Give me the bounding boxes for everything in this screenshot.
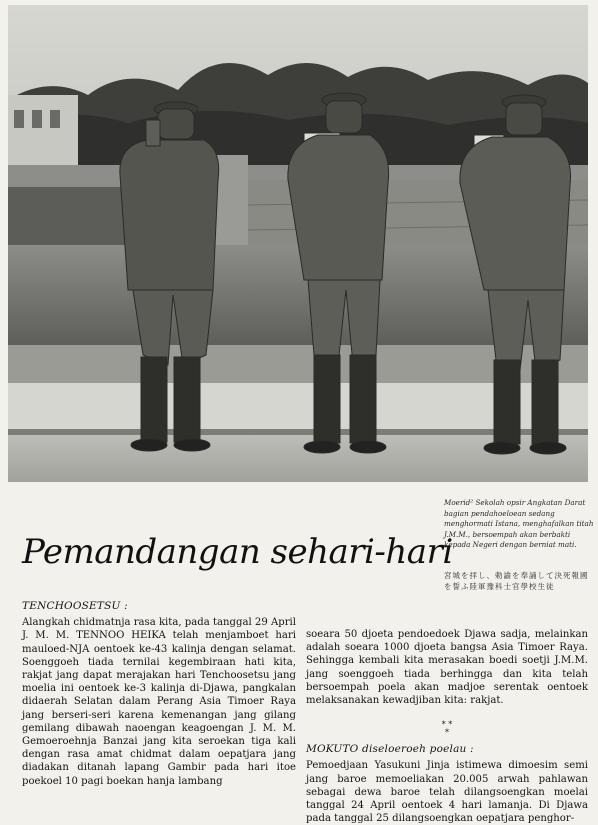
photo-soldiers-saluting: [8, 5, 588, 482]
section-heading-tenchoosetsu: TENCHOOSETSU :: [22, 600, 128, 612]
section-body-tenchoosetsu: Alangkah chidmatnja rasa kita, pada tanggal 29 April J. M. M. TENNOO HEIKA telah menjamboet hari mauloed-NJA oentoek ke-43 kalinja dengan selamat. Soenggoeh tiada ternilai kegembiraan hati kita, rakjat jang dapat merajakan hari Tenchoosetsu jang moelia ini oentoek ke-3 kalinja di-Djawa, pangkalan didaerah Selatan dalam Perang Asia Timoer Raya jang berseri-seri karena kemenangan jang gilang gemilang dibawah naoengan keagoengan J. M. M. Gemoeroehnja Banzai jang kita seroekan tiga kali dengan rasa amat chidmat dalam oepatjara jang diadakan ditanah lapang Gambir pada hari itoe poekoel 10 pagi boekan hanja lambang: [22, 617, 296, 787]
article-column-left: [22, 600, 296, 788]
article-title: Pemandangan sehari-hari: [22, 532, 453, 572]
photo-caption-japanese: 宮城を拝し、勅諭を奉誦して決死報國を誓ふ陸軍豫科士官學校生徒: [444, 571, 589, 591]
article-column-right: [306, 628, 588, 825]
section-body-tenchoosetsu-continued: soeara 50 djoeta pendoedoek Djawa sadja, melainkan adalah soeara 1000 djoeta bangsa Asia Timoer Raya. Sehingga kembali kita merasakan boedi soetji J.M.M. jang soenggoeh tiada berhingga dan kita telah bersoempah poela akan madjoe serentak oentoek melaksanakan kewadjiban kita: rakjat.: [306, 629, 588, 707]
photo-caption: Moerid² Sekolah opsir Angkatan Darat bagian pendahoeloean sedang menghormati Istana, menghafalkan titah J.M.M., bersoempah akan berbakti kepada Negeri dengan berniat mati.: [444, 498, 594, 550]
section-body-mokuto: Pemoedjaan Yasukuni Jinja istimewa dimoesim semi jang baroe memoeliakan 20.005 arwah pahlawan sebagai dewa baroe telah dilangsoengkan moelai tanggal 24 April oentoek 4 hari lamanja. Di Djawa pada tanggal 25 dilangsoengkan oepatjara penghor-: [306, 760, 588, 825]
section-heading-mokuto: MOKUTO diseloeroeh poelau :: [306, 743, 474, 756]
soldiers-photo-icon: [8, 5, 588, 482]
section-separator: * * *: [441, 720, 453, 738]
